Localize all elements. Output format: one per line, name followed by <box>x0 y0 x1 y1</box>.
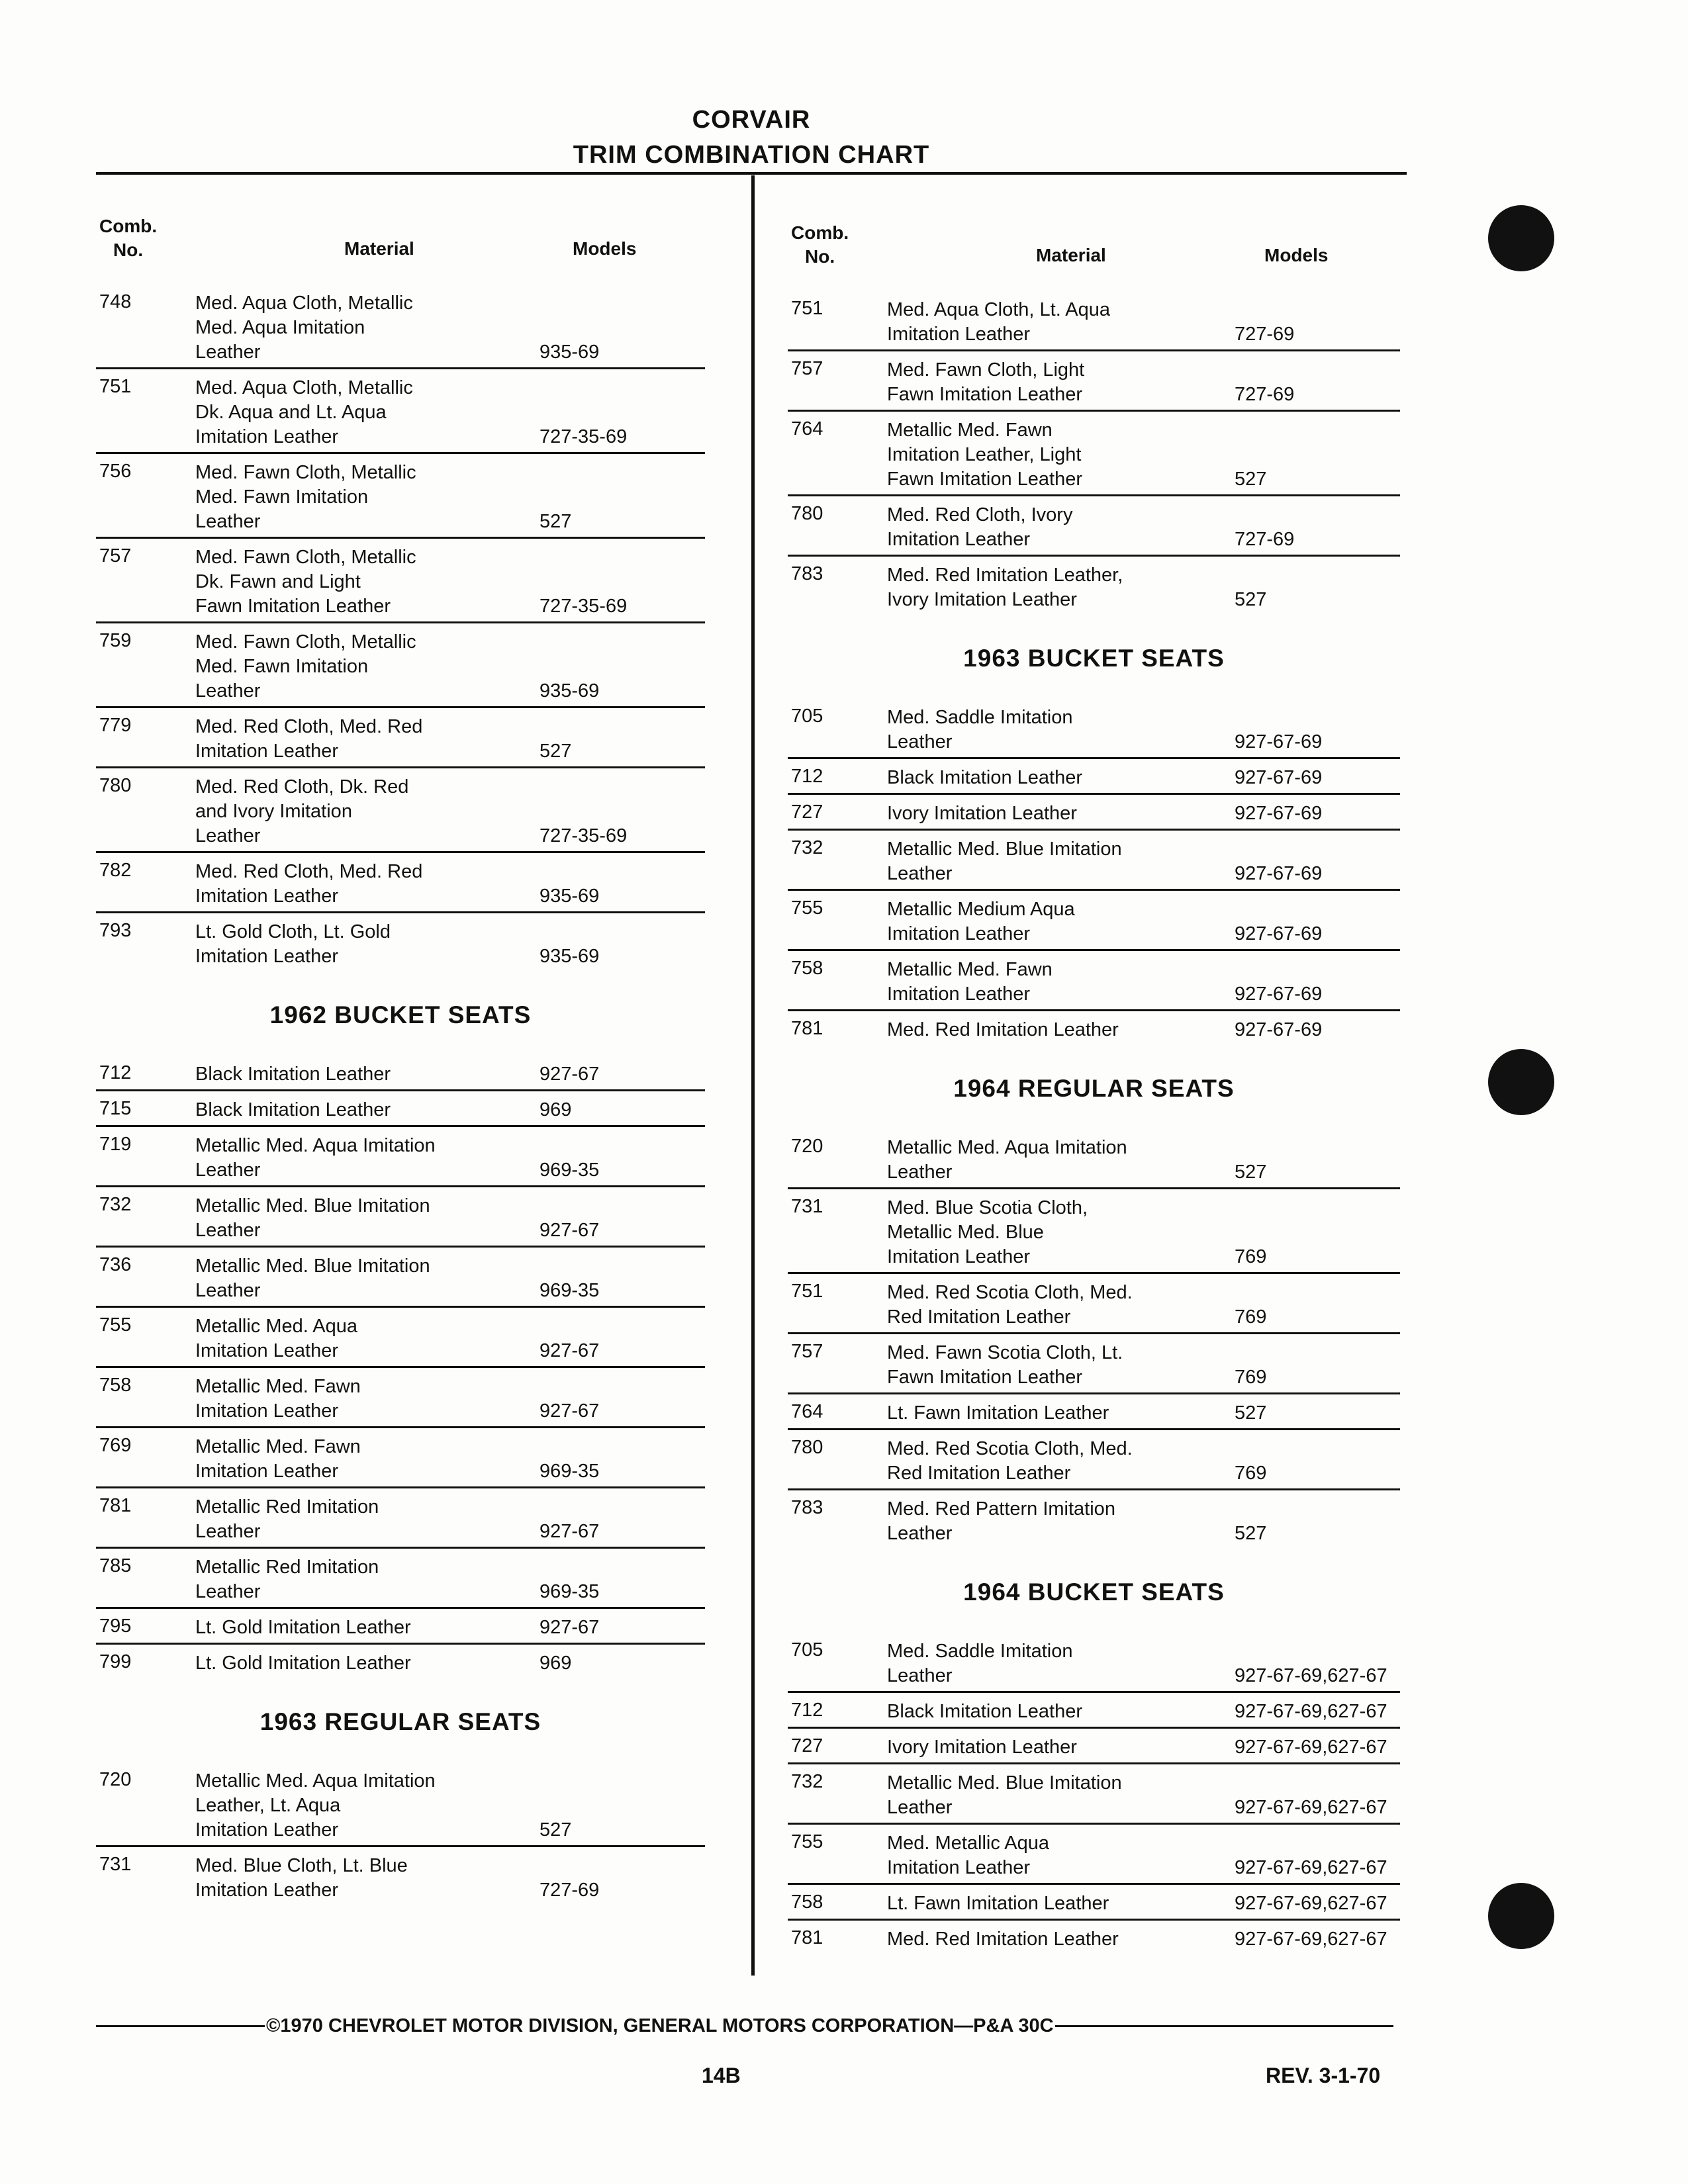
model-codes: 727-35-69 <box>539 825 628 846</box>
material-description: Metallic Med. Blue Imitation Leather <box>887 839 1122 884</box>
comb-number: 764 <box>791 1401 823 1422</box>
trim-row <box>788 699 1400 759</box>
trim-row <box>788 1011 1400 1045</box>
comb-number: 783 <box>791 563 823 584</box>
trim-row <box>96 623 705 708</box>
material-description: Metallic Med. Blue Imitation Leather <box>195 1255 430 1301</box>
trim-row <box>96 1762 705 1847</box>
comb-number: 705 <box>791 1639 823 1661</box>
material-description: Med. Red Scotia Cloth, Med. Red Imitation Leather <box>887 1282 1133 1328</box>
model-codes: 927-67-69 <box>1235 767 1323 788</box>
right-column <box>788 218 1400 1954</box>
model-codes: 527 <box>539 511 572 532</box>
material-description: Metallic Med. Blue Imitation Leather <box>887 1772 1122 1818</box>
model-codes: 527 <box>1235 589 1267 610</box>
trim-row <box>788 1490 1400 1549</box>
model-codes: 527 <box>1235 1523 1267 1544</box>
material-description: Med. Blue Cloth, Lt. Blue Imitation Leather <box>195 1855 408 1901</box>
comb-number: 712 <box>99 1062 132 1083</box>
model-codes: 927-67-69 <box>1235 983 1323 1005</box>
model-codes: 527 <box>1235 1161 1267 1183</box>
comb-number: 712 <box>791 1700 823 1721</box>
material-description: Med. Red Imitation Leather <box>887 1929 1119 1950</box>
section-heading: 1964 BUCKET SEATS <box>963 1578 1225 1606</box>
model-codes: 769 <box>1235 1246 1267 1267</box>
model-codes: 527 <box>539 1819 572 1841</box>
material-description: Ivory Imitation Leather <box>887 803 1077 824</box>
model-codes: 935-69 <box>539 680 600 702</box>
footer <box>96 2015 1393 2037</box>
model-codes: 927-67 <box>539 1400 600 1422</box>
model-codes: 927-67 <box>539 1521 600 1542</box>
material-description: Metallic Med. Fawn Imitation Leather <box>195 1376 361 1422</box>
material-description: Med. Red Pattern Imitation Leather <box>887 1498 1115 1544</box>
models-header: Models <box>573 238 637 259</box>
model-codes: 927-67-69,627-67 <box>1235 1737 1387 1758</box>
material-description: Med. Saddle Imitation Leather <box>887 707 1073 752</box>
model-codes: 927-67-69 <box>1235 863 1323 884</box>
comb-number: 751 <box>791 298 823 319</box>
trim-row <box>788 1430 1400 1490</box>
comb-number: 720 <box>791 1136 823 1157</box>
model-codes: 927-67 <box>539 1064 600 1085</box>
comb-no-header: Comb. No. <box>99 216 158 260</box>
section-heading: 1963 BUCKET SEATS <box>963 645 1225 672</box>
comb-number: 720 <box>99 1769 132 1790</box>
model-codes: 935-69 <box>539 946 600 967</box>
material-description: Med. Metallic Aqua Imitation Leather <box>887 1833 1050 1878</box>
trim-row <box>96 369 705 454</box>
trim-row <box>96 768 705 853</box>
trim-row <box>788 1825 1400 1885</box>
trim-row <box>788 1189 1400 1274</box>
model-codes: 727-35-69 <box>539 596 628 617</box>
comb-number: 759 <box>99 630 132 651</box>
material-description: Med. Fawn Cloth, Light Fawn Imitation Leather <box>887 359 1085 405</box>
comb-number: 769 <box>99 1435 132 1456</box>
comb-number: 785 <box>99 1555 132 1576</box>
material-description: Metallic Med. Fawn Imitation Leather, Light Fawn Imitation Leather <box>887 420 1082 490</box>
comb-number: 799 <box>99 1651 132 1672</box>
comb-number: 781 <box>791 1927 823 1948</box>
comb-no-header: Comb. No. <box>791 222 849 267</box>
model-codes: 727-69 <box>1235 384 1295 405</box>
trim-row <box>788 759 1400 795</box>
comb-number: 795 <box>99 1615 132 1637</box>
material-header: Material <box>1036 245 1106 265</box>
comb-number: 781 <box>791 1018 823 1039</box>
trim-row <box>788 351 1400 412</box>
model-codes: 935-69 <box>539 341 600 363</box>
trim-row <box>96 913 705 972</box>
comb-number: 732 <box>791 837 823 858</box>
material-description: Metallic Med. Aqua Imitation Leather <box>195 1316 358 1361</box>
material-description: Black Imitation Leather <box>195 1064 391 1085</box>
comb-number: 712 <box>791 766 823 787</box>
document-title: CORVAIR <box>692 106 811 134</box>
model-codes: 969-35 <box>539 1461 600 1482</box>
comb-number: 757 <box>791 358 823 379</box>
material-description: Med. Red Imitation Leather, Ivory Imitation Leather <box>887 565 1123 610</box>
section-heading: 1962 BUCKET SEATS <box>269 1001 532 1028</box>
comb-number: 732 <box>791 1771 823 1792</box>
material-header: Material <box>344 238 414 259</box>
model-codes: 927-67-69,627-67 <box>1235 1857 1387 1878</box>
comb-number: 719 <box>99 1134 132 1155</box>
comb-number: 780 <box>99 775 132 796</box>
material-description: Metallic Red Imitation Leather <box>195 1557 379 1602</box>
comb-number: 748 <box>99 291 132 312</box>
trim-row <box>96 1368 705 1428</box>
trim-row <box>96 1645 705 1678</box>
model-codes: 527 <box>539 741 572 762</box>
material-description: Med. Red Imitation Leather <box>887 1019 1119 1040</box>
trim-row <box>788 291 1400 351</box>
trim-row <box>96 285 705 369</box>
trim-row <box>96 1609 705 1645</box>
model-codes: 727-69 <box>1235 529 1295 550</box>
trim-row <box>96 1127 705 1187</box>
model-codes: 527 <box>1235 1402 1267 1424</box>
comb-number: 782 <box>99 860 132 881</box>
comb-number: 758 <box>791 958 823 979</box>
trim-row <box>788 557 1400 615</box>
material-description: Med. Fawn Cloth, Metallic Dk. Fawn and Light Fawn Imitation Leather <box>195 547 416 617</box>
material-description: Lt. Gold Cloth, Lt. Gold Imitation Leather <box>195 921 391 967</box>
trim-row <box>788 496 1400 557</box>
model-codes: 927-67-69,627-67 <box>1235 1893 1387 1914</box>
model-codes: 969 <box>539 1099 572 1120</box>
model-codes: 727-35-69 <box>539 426 628 447</box>
model-codes: 769 <box>1235 1367 1267 1388</box>
trim-row <box>96 539 705 623</box>
document-subtitle: TRIM COMBINATION CHART <box>573 141 930 169</box>
comb-number: 736 <box>99 1254 132 1275</box>
trim-row <box>96 1847 705 1905</box>
material-description: Black Imitation Leather <box>195 1099 391 1120</box>
right-column-header <box>788 218 1400 291</box>
material-description: Med. Fawn Cloth, Metallic Med. Fawn Imitation Leather <box>195 462 416 532</box>
models-header: Models <box>1264 245 1329 265</box>
material-description: Med. Fawn Scotia Cloth, Lt. Fawn Imitation Leather <box>887 1342 1123 1388</box>
comb-number: 755 <box>791 897 823 919</box>
comb-number: 751 <box>99 376 132 397</box>
material-description: Lt. Fawn Imitation Leather <box>887 1893 1109 1914</box>
model-codes: 935-69 <box>539 886 600 907</box>
material-description: Metallic Med. Aqua Imitation Leather <box>887 1137 1127 1183</box>
material-description: Lt. Fawn Imitation Leather <box>887 1402 1109 1424</box>
material-description: Med. Red Cloth, Med. Red Imitation Leather <box>195 861 423 907</box>
material-description: Med. Aqua Cloth, Metallic Med. Aqua Imitation Leather <box>195 293 413 363</box>
material-description: Metallic Med. Aqua Imitation Leather <box>195 1135 436 1181</box>
comb-number: 783 <box>791 1497 823 1518</box>
comb-number: 781 <box>99 1495 132 1516</box>
trim-row <box>788 1394 1400 1430</box>
trim-row <box>96 1428 705 1488</box>
comb-number: 780 <box>791 503 823 524</box>
model-codes: 969-35 <box>539 1280 600 1301</box>
material-description: Med. Red Cloth, Dk. Red and Ivory Imitation Leather <box>195 776 409 846</box>
material-description: Med. Aqua Cloth, Metallic Dk. Aqua and Lt. Aqua Imitation Leather <box>195 377 413 447</box>
material-description: Med. Fawn Cloth, Metallic Med. Fawn Imitation Leather <box>195 631 416 702</box>
trim-row <box>788 1693 1400 1729</box>
model-codes: 727-69 <box>1235 324 1295 345</box>
comb-number: 757 <box>791 1341 823 1362</box>
model-codes: 769 <box>1235 1463 1267 1484</box>
trim-row <box>788 1633 1400 1693</box>
trim-row <box>96 1056 705 1091</box>
trim-row <box>788 1885 1400 1921</box>
copyright-line: ©1970 CHEVROLET MOTOR DIVISION, GENERAL MOTORS CORPORATION—P&A 30C <box>266 2015 1054 2036</box>
left-column <box>96 212 705 1905</box>
material-description: Metallic Med. Fawn Imitation Leather <box>887 959 1053 1005</box>
model-codes: 927-67-69,627-67 <box>1235 1665 1387 1686</box>
material-description: Metallic Med. Fawn Imitation Leather <box>195 1436 361 1482</box>
trim-row <box>96 1488 705 1549</box>
model-codes: 527 <box>1235 469 1267 490</box>
model-codes: 927-67-69,627-67 <box>1235 1701 1387 1722</box>
trim-row <box>96 1091 705 1127</box>
model-codes: 927-67-69 <box>1235 923 1323 944</box>
comb-number: 758 <box>99 1375 132 1396</box>
comb-number: 758 <box>791 1891 823 1913</box>
trim-row <box>788 1921 1400 1954</box>
trim-row <box>788 831 1400 891</box>
material-description: Metallic Med. Aqua Imitation Leather, Lt. Aqua Imitation Leather <box>195 1770 436 1841</box>
material-description: Med. Saddle Imitation Leather <box>887 1641 1073 1686</box>
section-heading: 1963 REGULAR SEATS <box>259 1708 541 1735</box>
comb-number: 780 <box>791 1437 823 1458</box>
comb-number: 731 <box>99 1854 132 1875</box>
comb-number: 793 <box>99 920 132 941</box>
trim-row <box>96 1187 705 1248</box>
model-codes: 927-67-69 <box>1235 803 1323 824</box>
header-rule <box>96 172 1407 175</box>
model-codes: 969-35 <box>539 1581 600 1602</box>
binder-hole <box>1488 1883 1554 1949</box>
left-column-header <box>96 212 705 285</box>
comb-number: 755 <box>99 1314 132 1336</box>
column-divider <box>751 175 755 1976</box>
trim-row <box>788 795 1400 831</box>
comb-number: 732 <box>99 1194 132 1215</box>
material-description: Med. Red Cloth, Med. Red Imitation Leather <box>195 716 423 762</box>
comb-number: 779 <box>99 715 132 736</box>
comb-number: 757 <box>99 545 132 567</box>
trim-row <box>96 1549 705 1609</box>
comb-number: 764 <box>791 418 823 439</box>
trim-row <box>96 1248 705 1308</box>
material-description: Ivory Imitation Leather <box>887 1737 1077 1758</box>
page-number: 14B <box>702 2064 741 2087</box>
comb-number: 756 <box>99 461 132 482</box>
trim-row <box>96 454 705 539</box>
model-codes: 927-67 <box>539 1617 600 1638</box>
revision-date: REV. 3-1-70 <box>1266 2064 1381 2087</box>
material-description: Metallic Med. Blue Imitation Leather <box>195 1195 430 1241</box>
model-codes: 927-67-69,627-67 <box>1235 1797 1387 1818</box>
material-description: Med. Red Scotia Cloth, Med. Red Imitation Leather <box>887 1438 1133 1484</box>
model-codes: 969 <box>539 1653 572 1674</box>
material-description: Black Imitation Leather <box>887 767 1082 788</box>
trim-row <box>788 1764 1400 1825</box>
comb-number: 751 <box>791 1281 823 1302</box>
trim-row <box>96 1308 705 1368</box>
material-description: Med. Blue Scotia Cloth, Metallic Med. Blue Imitation Leather <box>887 1197 1088 1267</box>
material-description: Lt. Gold Imitation Leather <box>195 1653 411 1674</box>
trim-row <box>96 708 705 768</box>
model-codes: 969-35 <box>539 1160 600 1181</box>
trim-row <box>788 1274 1400 1334</box>
trim-row <box>788 951 1400 1011</box>
binder-hole <box>1488 205 1554 271</box>
model-codes: 927-67 <box>539 1340 600 1361</box>
material-description: Med. Aqua Cloth, Lt. Aqua Imitation Leather <box>887 299 1110 345</box>
material-description: Med. Red Cloth, Ivory Imitation Leather <box>887 504 1073 550</box>
trim-row <box>788 1129 1400 1189</box>
comb-number: 705 <box>791 705 823 727</box>
model-codes: 927-67 <box>539 1220 600 1241</box>
material-description: Metallic Red Imitation Leather <box>195 1496 379 1542</box>
model-codes: 927-67-69 <box>1235 1019 1323 1040</box>
trim-row <box>96 853 705 913</box>
comb-number: 715 <box>99 1098 132 1119</box>
comb-number: 727 <box>791 1735 823 1756</box>
comb-number: 731 <box>791 1196 823 1217</box>
material-description: Lt. Gold Imitation Leather <box>195 1617 411 1638</box>
trim-row <box>788 1334 1400 1394</box>
comb-number: 755 <box>791 1831 823 1852</box>
binder-hole <box>1488 1049 1554 1115</box>
comb-number: 727 <box>791 801 823 823</box>
model-codes: 927-67-69,627-67 <box>1235 1929 1387 1950</box>
section-heading: 1964 REGULAR SEATS <box>953 1075 1235 1102</box>
trim-row <box>788 891 1400 951</box>
material-description: Metallic Medium Aqua Imitation Leather <box>887 899 1075 944</box>
model-codes: 769 <box>1235 1306 1267 1328</box>
material-description: Black Imitation Leather <box>887 1701 1082 1722</box>
trim-row <box>788 1729 1400 1764</box>
model-codes: 927-67-69 <box>1235 731 1323 752</box>
trim-row <box>788 412 1400 496</box>
model-codes: 727-69 <box>539 1880 600 1901</box>
